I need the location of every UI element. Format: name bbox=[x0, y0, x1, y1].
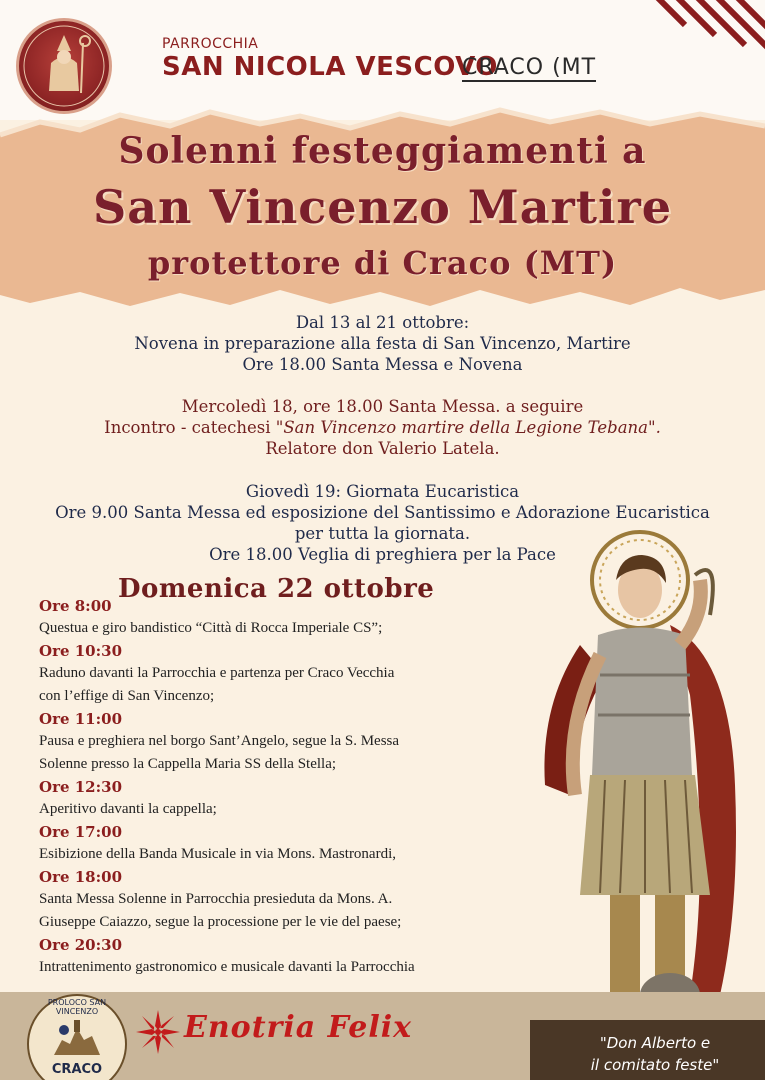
corner-stripes-decoration bbox=[635, 0, 765, 70]
schedule-desc: con l’effige di San Vincenzo; bbox=[39, 688, 215, 704]
proloco-town: CRACO bbox=[51, 1062, 103, 1077]
title-line-2: San Vincenzo Martire bbox=[92, 180, 672, 234]
signature-line-1: "Don Alberto e bbox=[599, 1034, 711, 1052]
novena-dates: Dal 13 al 21 ottobre: bbox=[295, 313, 470, 332]
schedule-item bbox=[39, 821, 559, 866]
wednesday-line-1: Mercoledì 18, ore 18.00 Santa Messa. a seguire bbox=[181, 397, 584, 416]
schedule-time: Ore 10:30 bbox=[39, 642, 123, 660]
wednesday-speaker: Relatore don Valerio Latela. bbox=[265, 439, 500, 458]
craco-village-icon bbox=[52, 1010, 102, 1060]
schedule-time: Ore 17:00 bbox=[39, 823, 123, 841]
proloco-ring-text: PROLOCO SAN VINCENZO bbox=[47, 998, 107, 1016]
signature-line-2: il comitato feste" bbox=[590, 1056, 720, 1074]
sponsor-name: Enotria Felix bbox=[184, 1010, 413, 1045]
schedule-time: Ore 18:00 bbox=[39, 868, 123, 886]
schedule-item bbox=[39, 934, 559, 979]
schedule-time: Ore 8:00 bbox=[39, 597, 112, 615]
thursday-line-4: Ore 18.00 Veglia di preghiera per la Pace bbox=[209, 545, 556, 564]
enotria-star-icon bbox=[134, 1008, 182, 1056]
schedule-desc: Santa Messa Solenne in Parrocchia presieduta da Mons. A. bbox=[39, 891, 393, 907]
wednesday-block bbox=[0, 396, 765, 459]
proloco-logo bbox=[27, 994, 131, 1080]
schedule-desc: Solenne presso la Cappella Maria SS della Stella; bbox=[39, 756, 337, 772]
schedule-desc: Raduno davanti la Parrocchia e partenza per Craco Vecchia bbox=[39, 665, 395, 681]
thursday-line-3: per tutta la giornata. bbox=[294, 524, 471, 543]
schedule-desc: Questua e giro bandistico “Città di Rocca Imperiale CS”; bbox=[39, 620, 383, 636]
parish-label: PARROCCHIA bbox=[162, 36, 259, 52]
wednesday-line-2 bbox=[0, 417, 765, 438]
schedule-time: Ore 20:30 bbox=[39, 936, 123, 954]
schedule-desc: Pausa e preghiera nel borgo Sant’Angelo, segue la S. Messa bbox=[39, 733, 400, 749]
title-line-1: Solenni festeggiamenti a bbox=[118, 130, 647, 172]
schedule-time: Ore 11:00 bbox=[39, 710, 123, 728]
schedule-item bbox=[39, 776, 559, 821]
schedule-desc: Intrattenimento gastronomico e musicale davanti la Parrocchia bbox=[39, 959, 415, 975]
signature bbox=[555, 1032, 755, 1076]
schedule-item bbox=[39, 866, 559, 934]
catechesis-title: "San Vincenzo martire della Legione Tebana". bbox=[275, 418, 661, 437]
schedule-item bbox=[39, 640, 559, 708]
schedule-desc: Giuseppe Caiazzo, segue la processione per le vie del paese; bbox=[39, 914, 402, 930]
title-line-3: protettore di Craco (MT) bbox=[147, 244, 618, 282]
schedule-item bbox=[39, 595, 559, 640]
saint-nicholas-icon bbox=[19, 21, 109, 111]
parish-name: SAN NICOLA VESCOVO bbox=[162, 52, 498, 82]
schedule-desc: Aperitivo davanti la cappella; bbox=[39, 801, 217, 817]
thursday-line-1: Giovedì 19: Giornata Eucaristica bbox=[245, 482, 520, 501]
parish-town: CRACO (MT bbox=[462, 55, 597, 80]
thursday-line-2: Ore 9.00 Santa Messa ed esposizione del Santissimo e Adorazione Eucaristica bbox=[55, 503, 710, 522]
catechesis-label: Incontro - catechesi bbox=[104, 418, 276, 437]
schedule-time: Ore 12:30 bbox=[39, 778, 123, 796]
schedule-desc: Esibizione della Banda Musicale in via Mons. Mastronardi, bbox=[39, 846, 397, 862]
schedule-item bbox=[39, 708, 559, 776]
sunday-schedule bbox=[39, 595, 559, 979]
novena-block bbox=[0, 312, 765, 375]
novena-description: Novena in preparazione alla festa di San Vincenzo, Martire bbox=[134, 334, 631, 353]
novena-time: Ore 18.00 Santa Messa e Novena bbox=[242, 355, 523, 374]
sunday-heading: Domenica 22 ottobre bbox=[118, 574, 435, 604]
